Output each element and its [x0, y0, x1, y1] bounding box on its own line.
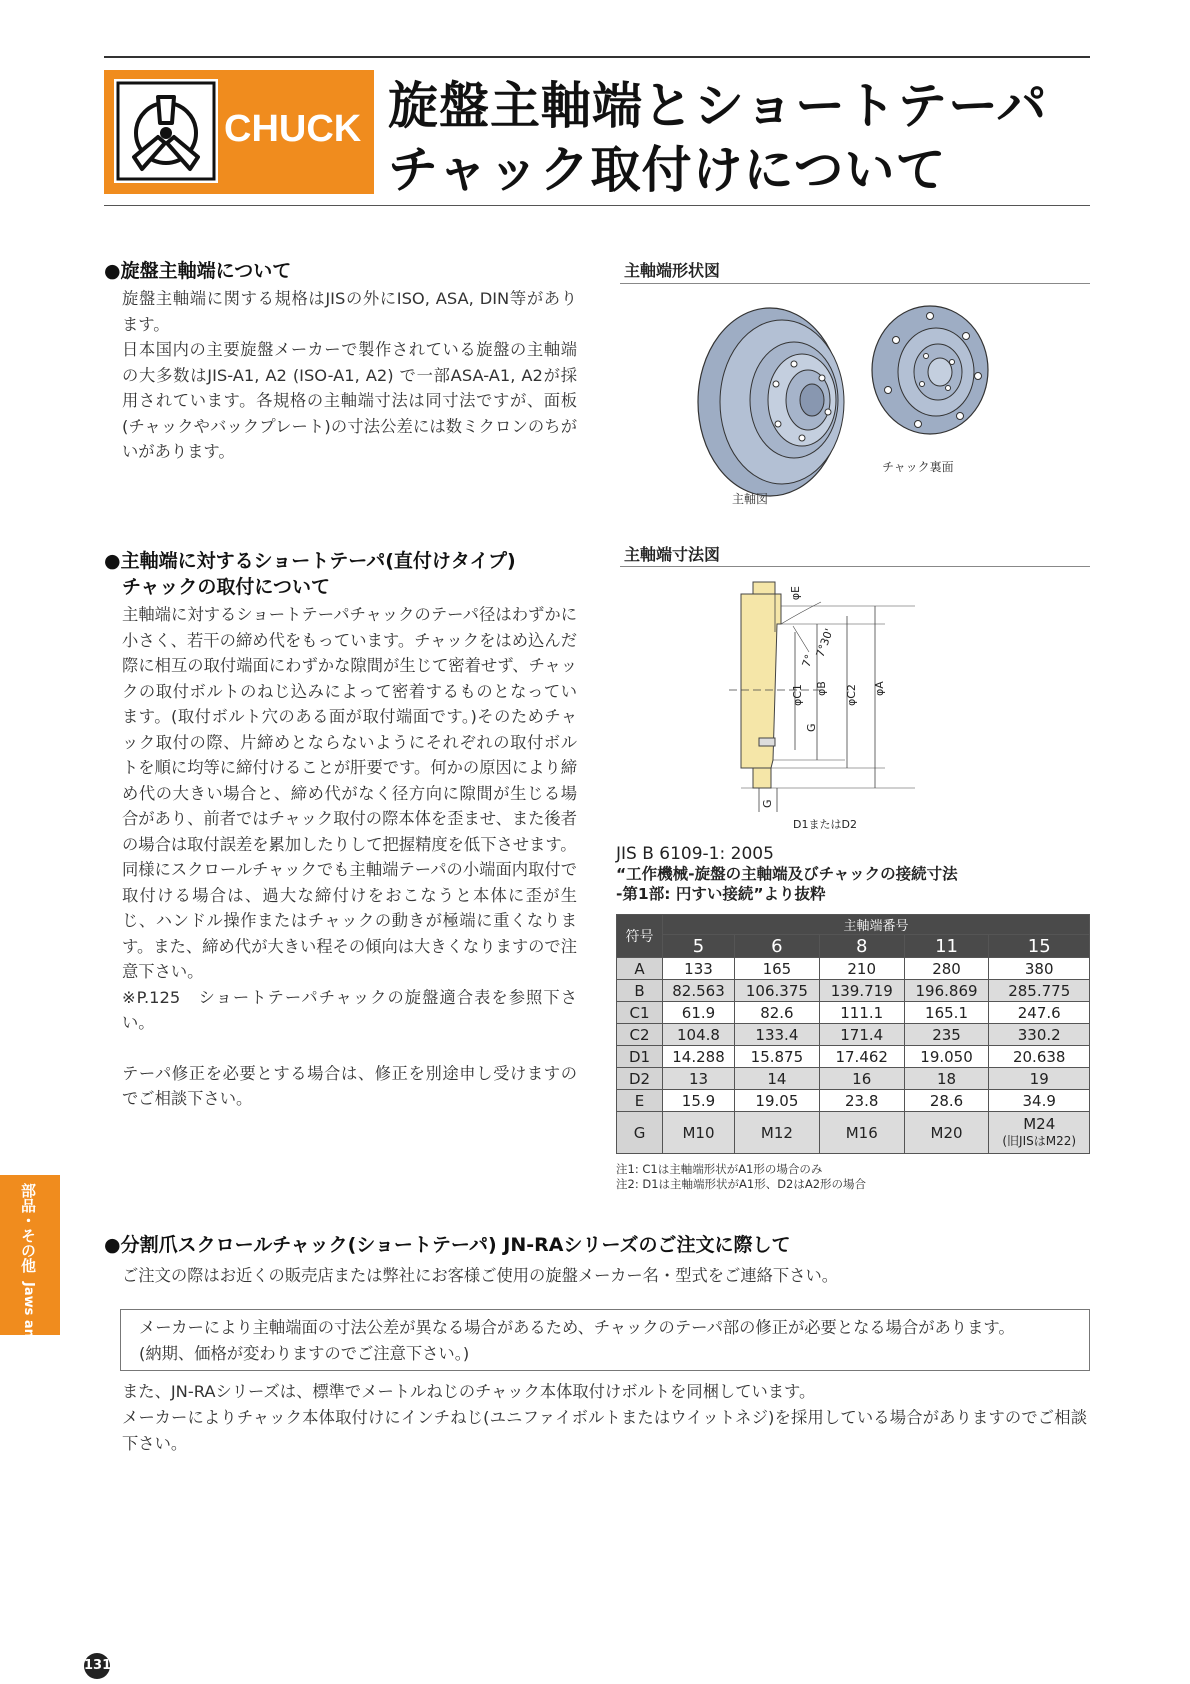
- header-top-rule: [104, 56, 1090, 58]
- dim-phiC2-label: φC2: [845, 684, 858, 706]
- table-col-header: 15: [989, 935, 1090, 958]
- notice-line2: (納期、価格が変わりますのでご注意下さい。): [139, 1344, 470, 1363]
- figure2-heading: 主軸端寸法図: [624, 545, 721, 564]
- table-cell: 17.462: [819, 1046, 904, 1068]
- table-cell: M16: [819, 1112, 904, 1154]
- section2-paragraph: 同様にスクロールチャックでも主軸端テーパの小端面内取付で取付ける場合は、過大な締付けをおこなうと本体に歪が生じ、ハンドル操作またはチャックの動きが極端に重くなります。また、締め代が大きい程その傾向は大きくなりますので注意下さい。: [122, 860, 577, 981]
- table-cell: M12: [735, 1112, 820, 1154]
- table-group-header: 主軸端番号: [663, 915, 1090, 935]
- table-notes: [616, 1162, 866, 1192]
- spindle-dimension-drawing: [725, 572, 945, 834]
- table-cell: 106.375: [735, 980, 820, 1002]
- side-tab-label-jp: 部品・その他: [19, 1183, 37, 1273]
- figure1-caption-main: 主軸図: [732, 492, 769, 506]
- table-cell: 196.869: [904, 980, 989, 1002]
- table-cell: 82.6: [735, 1002, 820, 1024]
- table-row: [617, 958, 1090, 980]
- section2-heading-line2: チャックの取付について: [122, 576, 331, 598]
- table-cell: 280: [904, 958, 989, 980]
- table-symbol-cell: C1: [617, 1002, 663, 1024]
- table-cell: 23.8: [819, 1090, 904, 1112]
- chuck-logo-icon: [114, 79, 218, 183]
- standard-reference: [616, 844, 958, 904]
- table-col-header: 5: [663, 935, 735, 958]
- table-symbol-cell: A: [617, 958, 663, 980]
- dim-angle1-label: 7°: [799, 652, 817, 670]
- table-row: [617, 980, 1090, 1002]
- table-symbol-cell: C2: [617, 1024, 663, 1046]
- table-col-header: 8: [819, 935, 904, 958]
- table-note1: 注1: C1は主軸端形状がA1形の場合のみ: [616, 1162, 823, 1176]
- table-col-header: 11: [904, 935, 989, 958]
- dim-phiC1-label: φC1: [791, 684, 804, 706]
- table-cell: 165: [735, 958, 820, 980]
- table-cell: 19.05: [735, 1090, 820, 1112]
- chuck-badge: [104, 70, 374, 194]
- table-cell: 82.563: [663, 980, 735, 1002]
- table-cell: 28.6: [904, 1090, 989, 1112]
- table-row: [617, 1046, 1090, 1068]
- table-cell: M10: [663, 1112, 735, 1154]
- table-row: [617, 1002, 1090, 1024]
- chuck-badge-label: CHUCK: [224, 108, 362, 150]
- table-cell: 16: [819, 1068, 904, 1090]
- section2-paragraph: 主軸端に対するショートテーパチャックのテーパ径はわずかに小さく、若干の締め代をもっています。チャックをはめ込んだ際に相互の取付端面にわずかな隙間が生じて密着せず、チャックの取付ボルトのねじ込みによって密着するものとなっています。(取付ボルト穴のある面が取付端面です。)そのためチャック取付の際、片締めとならないようにそれぞれの取付ボルトを順に均等に締付けることが肝要です。何かの原因により締め代の大きい場合と、締め代がなく径方向に隙間が生じる場合があり、前者ではチャック取付の際本体を歪ませ、また後者の場合は取付誤差を累加したりして把握精度を低下させます。: [122, 605, 577, 854]
- table-cell: 13: [663, 1068, 735, 1090]
- section3-after-line2: メーカーによりチャック本体取付けにインチねじ(ユニファイボルトまたはウイットネジ)を採用している場合がありますのでご相談下さい。: [122, 1408, 1087, 1453]
- table-cell: 165.1: [904, 1002, 989, 1024]
- table-symbol-cell: D2: [617, 1068, 663, 1090]
- table-cell: 210: [819, 958, 904, 980]
- header-bottom-rule: [104, 205, 1090, 206]
- table-note2: 注2: D1は主軸端形状がA1形、D2はA2形の場合: [616, 1177, 867, 1191]
- dim-phiA-label: φA: [873, 681, 886, 696]
- standard-line3: -第1部: 円すい接続”より抜粋: [616, 885, 826, 903]
- table-cell: 19.050: [904, 1046, 989, 1068]
- table-cell-g15: [989, 1112, 1090, 1154]
- notice-box: [120, 1309, 1090, 1371]
- dim-G1-label: G: [805, 723, 818, 732]
- table-symbol-cell: E: [617, 1090, 663, 1112]
- side-category-tab: [0, 1175, 60, 1439]
- table-cell: 285.775: [989, 980, 1090, 1002]
- section3-heading: ●分割爪スクロールチャック(ショートテーパ) JN-RAシリーズのご注文に際して: [104, 1234, 791, 1256]
- table-cell: 111.1: [819, 1002, 904, 1024]
- section3-after-line1: また、JN-RAシリーズは、標準でメートルねじのチャック本体取付けボルトを同梱しています。: [122, 1382, 816, 1401]
- dim-G2-label: G: [761, 799, 774, 808]
- table-symbol-cell: B: [617, 980, 663, 1002]
- section1-heading: ●旋盤主軸端について: [104, 260, 292, 282]
- spindle-dimension-table: [616, 914, 1090, 1154]
- table-cell: 34.9: [989, 1090, 1090, 1112]
- table-cell: 380: [989, 958, 1090, 980]
- table-cell: M24: [1023, 1114, 1056, 1133]
- table-cell: 61.9: [663, 1002, 735, 1024]
- table-col-header: 6: [735, 935, 820, 958]
- dim-D-label: D1またはD2: [793, 818, 857, 831]
- side-tab-label-en: Jaws and Accessories: [21, 1282, 36, 1439]
- table-cell: M20: [904, 1112, 989, 1154]
- table-cell: 15.9: [663, 1090, 735, 1112]
- table-row: [617, 1112, 1090, 1154]
- table-cell: 15.875: [735, 1046, 820, 1068]
- section1-body: [122, 286, 577, 465]
- spindle-shape-illustration: [690, 292, 1010, 502]
- table-cell: 19: [989, 1068, 1090, 1090]
- table-cell: 133.4: [735, 1024, 820, 1046]
- figure1-caption-back: チャック裏面: [882, 460, 954, 474]
- figure2-rule: [620, 566, 1090, 567]
- table-cell: 18: [904, 1068, 989, 1090]
- table-symbol-header: 符号: [617, 915, 663, 958]
- figure1-rule: [620, 283, 1090, 284]
- table-row: [617, 1024, 1090, 1046]
- page-title-line1: 旋盤主軸端とショートテーパ: [388, 77, 1048, 135]
- table-cell: 139.719: [819, 980, 904, 1002]
- table-cell: 14: [735, 1068, 820, 1090]
- page-number: 131: [84, 1653, 110, 1679]
- table-cell: 104.8: [663, 1024, 735, 1046]
- table-cell: 14.288: [663, 1046, 735, 1068]
- table-cell: 235: [904, 1024, 989, 1046]
- table-cell: 330.2: [989, 1024, 1090, 1046]
- table-cell: 133: [663, 958, 735, 980]
- dim-phiB-label: φB: [815, 681, 828, 696]
- section2-paragraph: ※P.125 ショートテーパチャックの旋盤適合表を参照下さい。: [122, 987, 577, 1032]
- standard-line2: “工作機械-旋盤の主軸端及びチャックの接続寸法: [616, 865, 958, 883]
- table-symbol-cell: D1: [617, 1046, 663, 1068]
- table-cell-note: (旧JISはM22): [1002, 1133, 1077, 1148]
- section3-intro: ご注文の際はお近くの販売店または弊社にお客様ご使用の旋盤メーカー名・型式をご連絡下さい。: [122, 1266, 839, 1285]
- figure1-heading: 主軸端形状図: [624, 261, 721, 280]
- table-cell: 171.4: [819, 1024, 904, 1046]
- section1-paragraph: 日本国内の主要旋盤メーカーで製作されている旋盤の主軸端の大多数はJIS-A1, A2 (ISO-A1, A2) で一部ASA-A1, A2が採用されています。各規格の主軸端寸法は同寸法ですが、面板(チャックやバックプレート)の寸法公差には数ミクロンのちがいがあります。: [122, 340, 577, 461]
- section1-paragraph: 旋盤主軸端に関する規格はJISの外にISO, ASA, DIN等があります。: [122, 289, 577, 334]
- section2-paragraph: テーパ修正を必要とする場合は、修正を別途申し受けますのでご相談下さい。: [122, 1063, 577, 1108]
- table-cell: 20.638: [989, 1046, 1090, 1068]
- dim-angle2-label: 7°30': [813, 626, 836, 660]
- section2-body: [122, 602, 577, 1112]
- standard-line1: JIS B 6109-1: 2005: [616, 844, 774, 864]
- notice-line1: メーカーにより主軸端面の寸法公差が異なる場合があるため、チャックのテーパ部の修正が必要となる場合があります。: [139, 1318, 1015, 1337]
- table-row: [617, 1068, 1090, 1090]
- side-tab-label: [18, 1183, 39, 1438]
- table-cell: 247.6: [989, 1002, 1090, 1024]
- page-title-line2: チャック取付けについて: [388, 141, 947, 199]
- table-symbol-cell: G: [617, 1112, 663, 1154]
- table-row: [617, 1090, 1090, 1112]
- section2-heading-line1: ●主軸端に対するショートテーパ(直付けタイプ): [104, 550, 516, 572]
- dim-phiE-label: φE: [789, 586, 802, 601]
